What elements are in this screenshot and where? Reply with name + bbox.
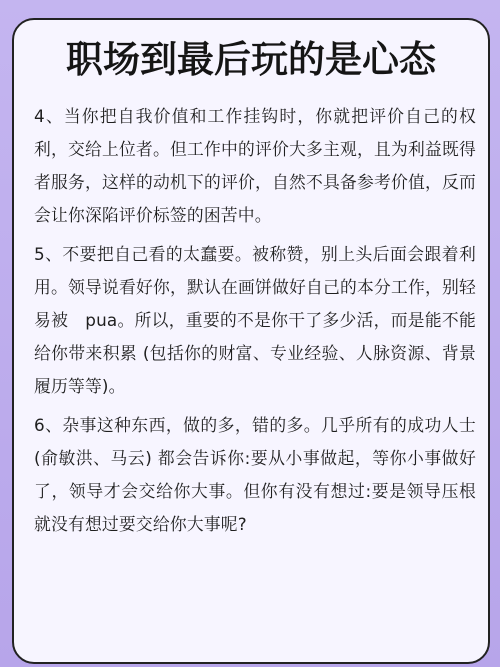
paragraph-6: 6、杂事这种东西，做的多，错的多。几乎所有的成功人士 (俞敏洪、马云) 都会告诉你:要从小事做起，等你小事做好了，领导才会交给你大事。但你有没有想过:要是领导压根就没有想过要交给你大事呢? bbox=[34, 415, 476, 534]
content-card bbox=[12, 18, 490, 664]
article-body bbox=[34, 100, 476, 547]
page-title: 职场到最后玩的是心态 bbox=[66, 38, 436, 81]
paragraph-5: 5、不要把自己看的太蠢要。被称赞，别上头后面会跟着利用。领导说看好你，默认在画饼做好自己的本分工作，别轻易被 pua。所以，重要的不是你干了多少活，而是能不能给你带来积累 (包括你的财富、专业经验、人脉资源、背景履历等等)。 bbox=[34, 244, 476, 396]
paragraph-4: 4、当你把自我价值和工作挂钩时，你就把评价自己的权利，交给上位者。但工作中的评价大多主观，且为利益既得者服务，这样的动机下的评价，自然不具备参考价值，反而会让你深陷评价标签的困苦中。 bbox=[34, 106, 476, 225]
